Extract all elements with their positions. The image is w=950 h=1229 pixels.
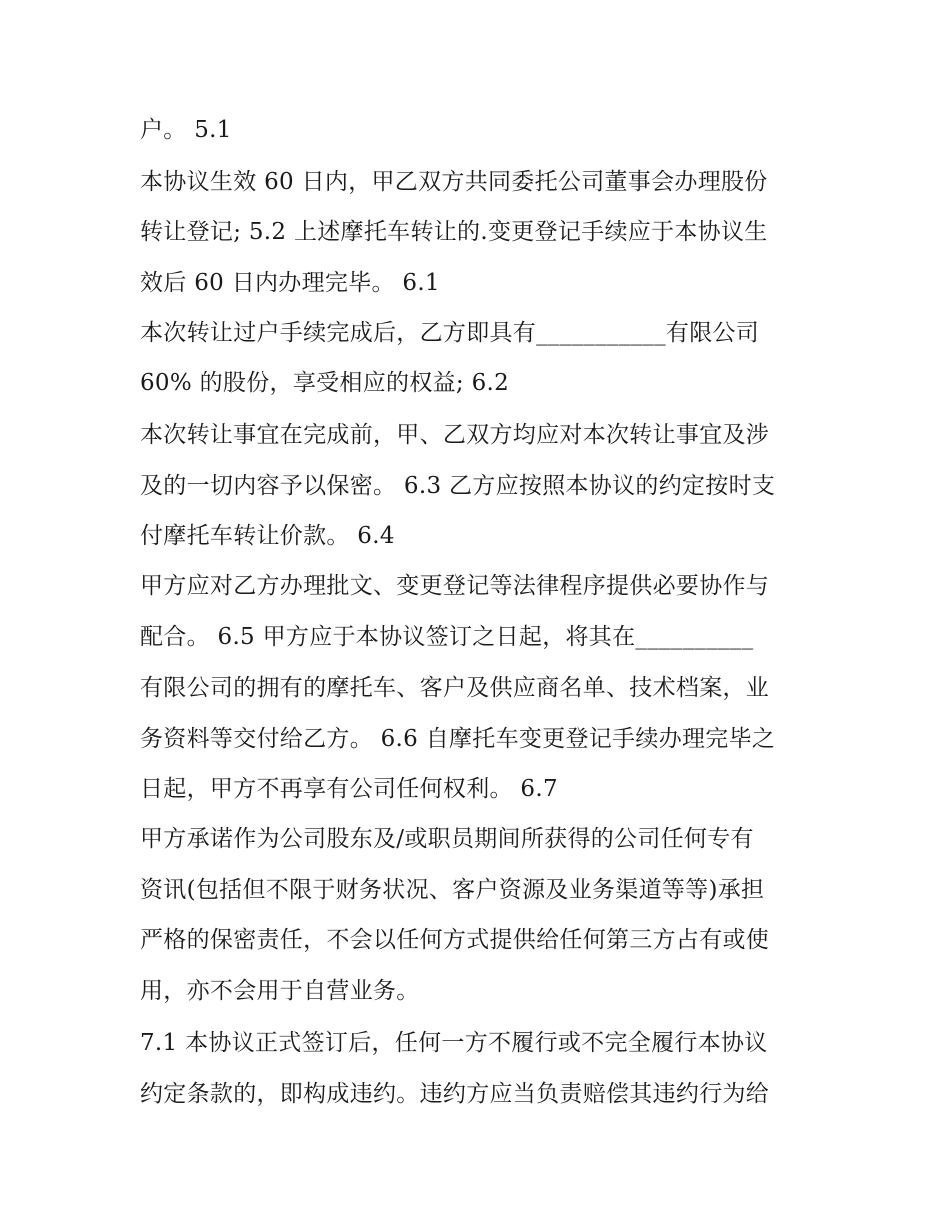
text-line: 付摩托车转让价款。 6.4 bbox=[140, 523, 395, 549]
text-line: 日起，甲方不再享有公司任何权利。 6.7 bbox=[140, 776, 558, 802]
text-line: 约定条款的，即构成违约。违约方应当负责赔偿其违约行为给 bbox=[140, 1081, 770, 1107]
text-line: 配合。 6.5 甲方应于本协议签订之日起，将其在__________ bbox=[140, 624, 754, 650]
text-line: 甲方应对乙方办理批文、变更登记等法律程序提供必要协作与 bbox=[140, 573, 770, 599]
text-line: 用，亦不会用于自营业务。 bbox=[140, 978, 420, 1004]
text-line: 转让登记; 5.2 上述摩托车转让的.变更登记手续应于本协议生 bbox=[140, 219, 768, 245]
text-line: 务资料等交付给乙方。 6.6 自摩托车变更登记手续办理完毕之 bbox=[140, 726, 776, 752]
text-line: 甲方承诺作为公司股东及/或职员期间所获得的公司任何专有 bbox=[140, 826, 754, 852]
text-line: 本协议生效 60 日内，甲乙双方共同委托公司董事会办理股份 bbox=[140, 169, 768, 195]
text-line: 效后 60 日内办理完毕。 6.1 bbox=[140, 270, 440, 296]
text-line: 本次转让事宜在完成前，甲、乙双方均应对本次转让事宜及涉 bbox=[140, 422, 770, 448]
text-line: 7.1 本协议正式签订后，任何一方不履行或不完全履行本协议 bbox=[140, 1030, 768, 1056]
text-line: 户。 5.1 bbox=[140, 117, 232, 143]
text-line: 有限公司的拥有的摩托车、客户及供应商名单、技术档案，业 bbox=[140, 675, 770, 701]
text-line: 资讯(包括但不限于财务状况、客户资源及业务渠道等等)承担 bbox=[140, 877, 765, 903]
text-line: 60% 的股份，享受相应的权益; 6.2 bbox=[140, 370, 510, 396]
text-line: 及的一切内容予以保密。 6.3 乙方应按照本协议的约定按时支 bbox=[140, 473, 776, 499]
text-line: 严格的保密责任，不会以任何方式提供给任何第三方占有或使 bbox=[140, 927, 770, 953]
text-line: 本次转让过户手续完成后，乙方即具有___________有限公司 bbox=[140, 320, 760, 346]
